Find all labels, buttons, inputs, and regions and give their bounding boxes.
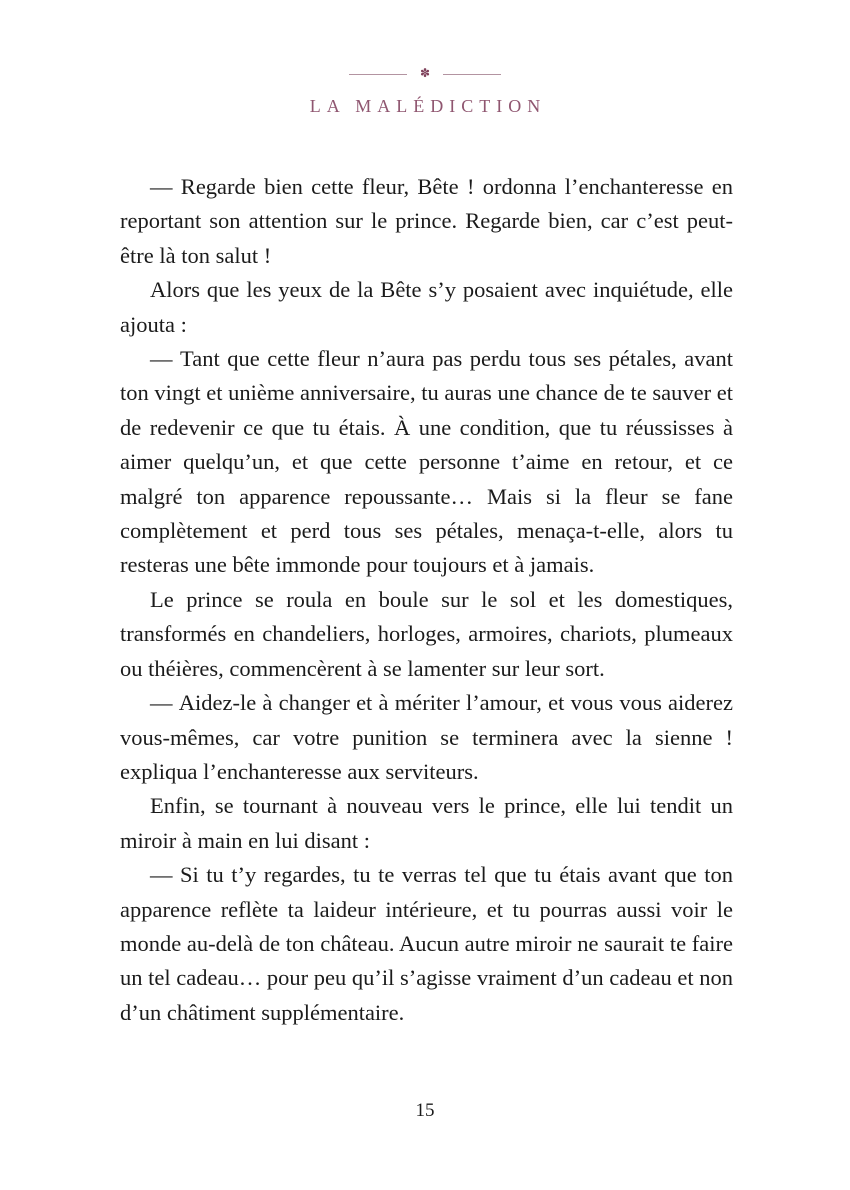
paragraph: — Regarde bien cette fleur, Bête ! ordonna l’enchanteresse en reportant son attention sur le prince. Regarde bien, car c’est peut-être là ton salut ! (120, 174, 733, 268)
fleuron-icon: ✽ (419, 66, 431, 80)
chapter-title: LA MALÉDICTION (309, 96, 547, 116)
chapter-ornament (0, 68, 850, 80)
paragraph: — Aidez-le à changer et à mériter l’amour, et vous vous aiderez vous-mêmes, car votre punition se terminera avec la sienne ! expliqua l’enchanteresse aux serviteurs. (120, 690, 733, 784)
ornament-line-right (443, 74, 501, 75)
paragraph: — Si tu t’y regardes, tu te verras tel que tu étais avant que ton apparence reflète ta laideur intérieure, et tu pourras aussi voir le monde au-delà de ton château. Aucun autre miroir ne saurait te faire un tel cadeau… pour peu qu’il s’agisse vraiment d’un cadeau et non d’un châtiment supplémentaire. (120, 862, 733, 1025)
page-number: 15 (415, 1100, 435, 1121)
body-text (120, 170, 733, 1030)
paragraph: Le prince se roula en boule sur le sol et les domestiques, transformés en chandeliers, horloges, armoires, chariots, plumeaux ou théières, commencèrent à se lamenter sur leur sort. (120, 586, 733, 681)
paragraph: Enfin, se tournant à nouveau vers le prince, elle lui tendit un miroir à main en lui disant : (120, 793, 733, 853)
ornament-line-left (349, 74, 407, 75)
paragraph: — Tant que cette fleur n’aura pas perdu tous ses pétales, avant ton vingt et unième anniversaire, tu auras une chance de te sauver et de redevenir ce que tu étais. À une condition, que tu réussisses à aimer quelqu’un, et que cette personne t’aime en retour, et ce malgré ton apparence repoussante… Mais si la fleur se fane complètement et perd tous ses pétales, menaça-t-elle, alors tu resteras une bête immonde pour toujours et à jamais. (120, 346, 733, 578)
paragraph: Alors que les yeux de la Bête s’y posaient avec inquiétude, elle ajouta : (120, 277, 733, 337)
